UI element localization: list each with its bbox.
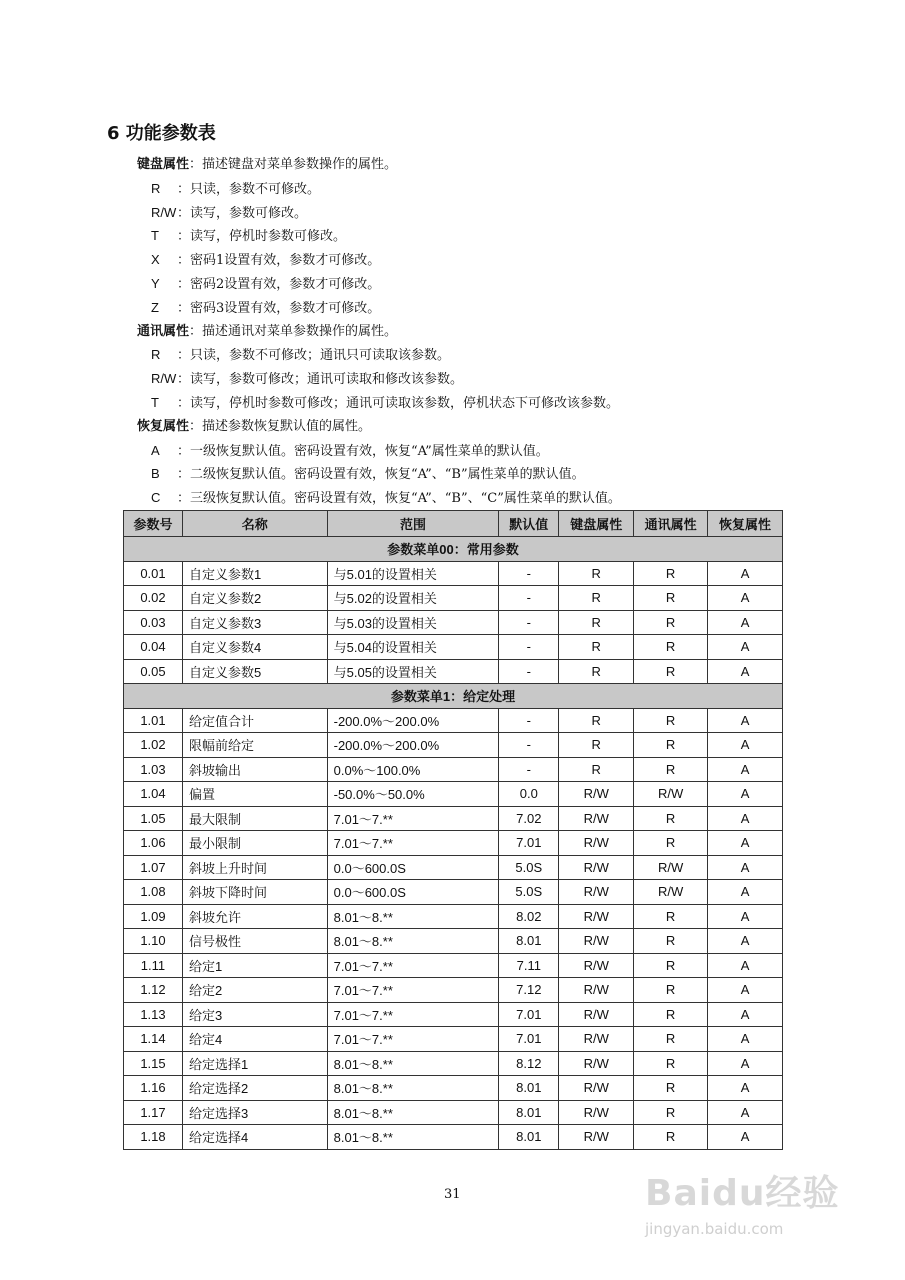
table-cell: 斜坡上升时间	[182, 855, 327, 880]
table-cell: 8.01	[499, 1125, 559, 1150]
table-cell: 7.01	[499, 1027, 559, 1052]
table-cell: 斜坡下降时间	[182, 880, 327, 905]
table-cell: 给定2	[182, 978, 327, 1003]
section-title-cell: 参数菜单00：常用参数	[124, 537, 783, 562]
table-cell: 0.0	[499, 782, 559, 807]
table-row	[124, 586, 783, 611]
table-cell: 8.01～8.**	[327, 1051, 499, 1076]
attribute-heading	[137, 322, 397, 342]
column-header: 默认值	[499, 511, 559, 537]
table-cell: R/W	[559, 1076, 634, 1101]
table-cell: 与5.05的设置相关	[327, 659, 499, 684]
table-cell: A	[708, 1125, 783, 1150]
attribute-key: T	[151, 228, 159, 244]
section-row	[124, 537, 783, 562]
table-cell: 7.01～7.**	[327, 1027, 499, 1052]
table-cell: R	[634, 733, 708, 758]
table-cell: 给定值合计	[182, 708, 327, 733]
table-row	[124, 978, 783, 1003]
table-cell: 自定义参数4	[182, 635, 327, 660]
table-cell: 1.06	[124, 831, 183, 856]
attribute-item	[151, 393, 619, 413]
table-cell: R	[634, 1125, 708, 1150]
table-cell: 1.12	[124, 978, 183, 1003]
table-cell: 8.01～8.**	[327, 904, 499, 929]
attribute-description: ：描述键盘对菜单参数操作的属性。	[189, 157, 398, 172]
attribute-item	[151, 226, 346, 246]
table-cell: 1.02	[124, 733, 183, 758]
column-header: 名称	[182, 511, 327, 537]
table-cell: R	[634, 1076, 708, 1101]
table-cell: R/W	[634, 855, 708, 880]
column-header: 参数号	[124, 511, 183, 537]
table-cell: A	[708, 635, 783, 660]
table-cell: 8.01～8.**	[327, 929, 499, 954]
table-cell: 8.12	[499, 1051, 559, 1076]
table-cell: R	[634, 610, 708, 635]
table-cell: A	[708, 1076, 783, 1101]
attribute-key: Y	[151, 276, 160, 291]
table-cell: 给定选择3	[182, 1100, 327, 1125]
table-cell: 7.02	[499, 806, 559, 831]
table-cell: 最大限制	[182, 806, 327, 831]
table-cell: R/W	[559, 1125, 634, 1150]
attribute-description: ：一级恢复默认值。密码设置有效，恢复“A”属性菜单的默认值。	[177, 443, 549, 459]
table-cell: A	[708, 978, 783, 1003]
table-row	[124, 929, 783, 954]
table-cell: 0.0～600.0S	[327, 855, 499, 880]
table-cell: 8.01～8.**	[327, 1076, 499, 1101]
table-cell: 1.07	[124, 855, 183, 880]
table-cell: 1.18	[124, 1125, 183, 1150]
column-header: 恢复属性	[708, 511, 783, 537]
table-row	[124, 831, 783, 856]
attribute-key: R/W	[151, 371, 177, 387]
table-cell: -	[499, 635, 559, 660]
table-cell: R	[559, 586, 634, 611]
section-title: 6 功能参数表	[107, 123, 216, 144]
table-cell: 1.14	[124, 1027, 183, 1052]
heading-label: 通讯属性	[137, 323, 190, 339]
attribute-description: ：只读，参数不可修改。	[177, 181, 321, 197]
table-cell: R/W	[559, 953, 634, 978]
attribute-key: C	[151, 490, 161, 506]
table-cell: -	[499, 561, 559, 586]
table-cell: A	[708, 1051, 783, 1076]
heading-label: 键盘属性	[137, 157, 190, 172]
table-cell: R	[634, 831, 708, 856]
table-cell: 7.01～7.**	[327, 953, 499, 978]
table-cell: 5.0S	[499, 880, 559, 905]
table-cell: A	[708, 806, 783, 831]
attribute-item	[151, 441, 549, 461]
table-cell: 0.02	[124, 586, 183, 611]
attribute-description: ：读写，参数可修改。	[177, 205, 308, 221]
table-cell: 7.01～7.**	[327, 978, 499, 1003]
table-row	[124, 733, 783, 758]
table-cell: 5.0S	[499, 855, 559, 880]
table-cell: R/W	[559, 831, 634, 856]
attribute-item	[151, 298, 380, 318]
table-cell: R/W	[634, 782, 708, 807]
table-cell: A	[708, 659, 783, 684]
table-cell: A	[708, 733, 783, 758]
table-cell: R	[634, 586, 708, 611]
table-cell: R	[634, 929, 708, 954]
table-row	[124, 855, 783, 880]
attribute-item	[151, 369, 463, 389]
table-cell: R	[634, 757, 708, 782]
table-cell: 8.01	[499, 929, 559, 954]
table-cell: 自定义参数2	[182, 586, 327, 611]
table-cell: 0.0～600.0S	[327, 880, 499, 905]
table-row	[124, 1027, 783, 1052]
attribute-item	[151, 345, 450, 365]
attribute-description: ：密码1设置有效，参数才可修改。	[177, 253, 381, 269]
table-cell: A	[708, 1100, 783, 1125]
table-cell: 8.02	[499, 904, 559, 929]
table-cell: 1.09	[124, 904, 183, 929]
table-cell: A	[708, 855, 783, 880]
table-cell: -200.0%～200.0%	[327, 708, 499, 733]
table-cell: 偏置	[182, 782, 327, 807]
table-cell: 0.05	[124, 659, 183, 684]
table-cell: R/W	[559, 806, 634, 831]
table-cell: R/W	[559, 904, 634, 929]
table-cell: 8.01～8.**	[327, 1125, 499, 1150]
table-cell: 与5.04的设置相关	[327, 635, 499, 660]
table-row	[124, 635, 783, 660]
attribute-key: R/W	[151, 204, 177, 220]
table-cell: -	[499, 659, 559, 684]
table-row	[124, 782, 783, 807]
attribute-description: ：描述通讯对菜单参数操作的属性。	[189, 323, 398, 339]
table-cell: -	[499, 733, 559, 758]
table-cell: 0.03	[124, 610, 183, 635]
attribute-item	[151, 179, 320, 199]
table-cell: 0.04	[124, 635, 183, 660]
table-cell: -	[499, 610, 559, 635]
attribute-key: R	[151, 180, 161, 196]
attribute-description: ：密码3设置有效，参数才可修改。	[177, 300, 381, 316]
table-cell: 与5.01的设置相关	[327, 561, 499, 586]
table-cell: 0.01	[124, 561, 183, 586]
attribute-description: ：描述参数恢复默认值的属性。	[189, 418, 372, 434]
table-cell: R/W	[634, 880, 708, 905]
attribute-description: ：读写，停机时参数可修改；通讯可读取该参数，停机状态下可修改该参数。	[177, 396, 620, 411]
table-cell: R	[634, 904, 708, 929]
table-cell: 0.0%～100.0%	[327, 757, 499, 782]
table-cell: 与5.02的设置相关	[327, 586, 499, 611]
table-cell: R	[634, 659, 708, 684]
attribute-item	[151, 203, 307, 223]
table-cell: 1.05	[124, 806, 183, 831]
table-cell: R/W	[559, 978, 634, 1003]
table-cell: R/W	[559, 1002, 634, 1027]
table-cell: R/W	[559, 1100, 634, 1125]
section-title-cell: 参数菜单1：给定处理	[124, 684, 783, 709]
table-cell: 7.01	[499, 1002, 559, 1027]
table-row	[124, 757, 783, 782]
table-cell: -	[499, 586, 559, 611]
column-header: 通讯属性	[634, 511, 708, 537]
table-row	[124, 1076, 783, 1101]
table-cell: R	[634, 953, 708, 978]
table-cell: R	[559, 635, 634, 660]
table-cell: A	[708, 708, 783, 733]
table-cell: 给定选择2	[182, 1076, 327, 1101]
table-cell: 自定义参数5	[182, 659, 327, 684]
attribute-description: ：只读，参数不可修改；通讯只可读取该参数。	[177, 348, 451, 364]
column-header: 键盘属性	[559, 511, 634, 537]
table-row	[124, 880, 783, 905]
table-cell: 给定选择1	[182, 1051, 327, 1076]
table-cell: 自定义参数3	[182, 610, 327, 635]
attribute-key: R	[151, 347, 161, 363]
table-row	[124, 1100, 783, 1125]
table-cell: R/W	[559, 929, 634, 954]
table-cell: A	[708, 880, 783, 905]
table-row	[124, 1002, 783, 1027]
section-row	[124, 684, 783, 709]
table-cell: A	[708, 1027, 783, 1052]
attribute-key: T	[151, 395, 159, 410]
table-cell: R/W	[559, 880, 634, 905]
table-cell: 给定3	[182, 1002, 327, 1027]
table-cell: R	[634, 1100, 708, 1125]
table-cell: 1.13	[124, 1002, 183, 1027]
table-cell: A	[708, 757, 783, 782]
table-cell: -	[499, 708, 559, 733]
table-cell: R	[559, 610, 634, 635]
table-cell: R	[559, 757, 634, 782]
table-cell: -	[499, 757, 559, 782]
table-cell: 8.01～8.**	[327, 1100, 499, 1125]
attribute-heading	[137, 417, 371, 437]
table-cell: R	[559, 561, 634, 586]
table-cell: 1.08	[124, 880, 183, 905]
table-cell: A	[708, 561, 783, 586]
table-cell: R	[634, 561, 708, 586]
baidu-watermark-logo	[645, 1165, 839, 1238]
table-cell: R	[634, 806, 708, 831]
column-header: 范围	[327, 511, 499, 537]
table-cell: R/W	[559, 855, 634, 880]
parameter-table	[123, 510, 783, 1150]
table-row	[124, 659, 783, 684]
table-cell: 7.01	[499, 831, 559, 856]
table-cell: R	[559, 659, 634, 684]
table-cell: R/W	[559, 1027, 634, 1052]
table-cell: 1.16	[124, 1076, 183, 1101]
attribute-description: ：读写，停机时参数可修改。	[177, 229, 347, 245]
table-cell: 1.15	[124, 1051, 183, 1076]
table-row	[124, 561, 783, 586]
watermark-url: jingyan.baidu.com	[645, 1220, 784, 1238]
table-cell: -200.0%～200.0%	[327, 733, 499, 758]
table-cell: 给定4	[182, 1027, 327, 1052]
table-cell: 1.10	[124, 929, 183, 954]
table-row	[124, 953, 783, 978]
table-cell: A	[708, 953, 783, 978]
table-cell: A	[708, 831, 783, 856]
table-cell: 8.01	[499, 1100, 559, 1125]
table-cell: 1.01	[124, 708, 183, 733]
table-cell: -50.0%～50.0%	[327, 782, 499, 807]
table-cell: 与5.03的设置相关	[327, 610, 499, 635]
table-cell: R	[559, 708, 634, 733]
attribute-item	[151, 274, 380, 294]
attribute-key: Z	[151, 299, 159, 315]
table-cell: 限幅前给定	[182, 733, 327, 758]
table-cell: A	[708, 1002, 783, 1027]
attribute-description: ：密码2设置有效，参数才可修改。	[177, 277, 381, 292]
attribute-item	[151, 488, 621, 508]
table-cell: 1.17	[124, 1100, 183, 1125]
page-number: 31	[444, 1187, 461, 1202]
table-cell: R	[634, 1027, 708, 1052]
attribute-description: ：读写，参数可修改；通讯可读取和修改该参数。	[177, 372, 464, 388]
table-row	[124, 1125, 783, 1150]
table-cell: 斜坡允许	[182, 904, 327, 929]
table-cell: R/W	[559, 1051, 634, 1076]
table-cell: 信号极性	[182, 929, 327, 954]
table-cell: R	[634, 708, 708, 733]
table-cell: 给定1	[182, 953, 327, 978]
attribute-item	[151, 250, 380, 270]
table-row	[124, 1051, 783, 1076]
table-cell: 给定选择4	[182, 1125, 327, 1150]
table-row	[124, 806, 783, 831]
attribute-description: ：二级恢复默认值。密码设置有效，恢复“A”、“B”属性菜单的默认值。	[177, 467, 585, 483]
table-cell: 7.11	[499, 953, 559, 978]
table-cell: A	[708, 929, 783, 954]
table-cell: 最小限制	[182, 831, 327, 856]
table-row	[124, 708, 783, 733]
table-cell: R	[634, 635, 708, 660]
table-cell: R	[634, 978, 708, 1003]
table-cell: 自定义参数1	[182, 561, 327, 586]
table-cell: 7.12	[499, 978, 559, 1003]
attribute-key: A	[151, 442, 160, 458]
table-cell: 7.01～7.**	[327, 831, 499, 856]
attribute-item	[151, 464, 585, 484]
table-cell: 1.03	[124, 757, 183, 782]
table-cell: A	[708, 586, 783, 611]
attribute-key: X	[151, 252, 160, 268]
watermark-brand: Baidu经验	[645, 1173, 840, 1214]
table-cell: 斜坡输出	[182, 757, 327, 782]
attribute-description: ：三级恢复默认值。密码设置有效，恢复“A”、“B”、“C”属性菜单的默认值。	[177, 491, 621, 507]
table-cell: A	[708, 610, 783, 635]
table-cell: A	[708, 782, 783, 807]
table-cell: R	[634, 1051, 708, 1076]
table-cell: 1.11	[124, 953, 183, 978]
attribute-heading	[137, 155, 397, 175]
table-header-row	[124, 511, 783, 537]
table-cell: 7.01～7.**	[327, 806, 499, 831]
table-row	[124, 904, 783, 929]
table-cell: 8.01	[499, 1076, 559, 1101]
table-cell: R	[559, 733, 634, 758]
heading-label: 恢复属性	[137, 418, 190, 434]
table-cell: 7.01～7.**	[327, 1002, 499, 1027]
table-cell: R	[634, 1002, 708, 1027]
table-cell: A	[708, 904, 783, 929]
attribute-key: B	[151, 466, 160, 482]
table-cell: 1.04	[124, 782, 183, 807]
table-cell: R/W	[559, 782, 634, 807]
table-row	[124, 610, 783, 635]
